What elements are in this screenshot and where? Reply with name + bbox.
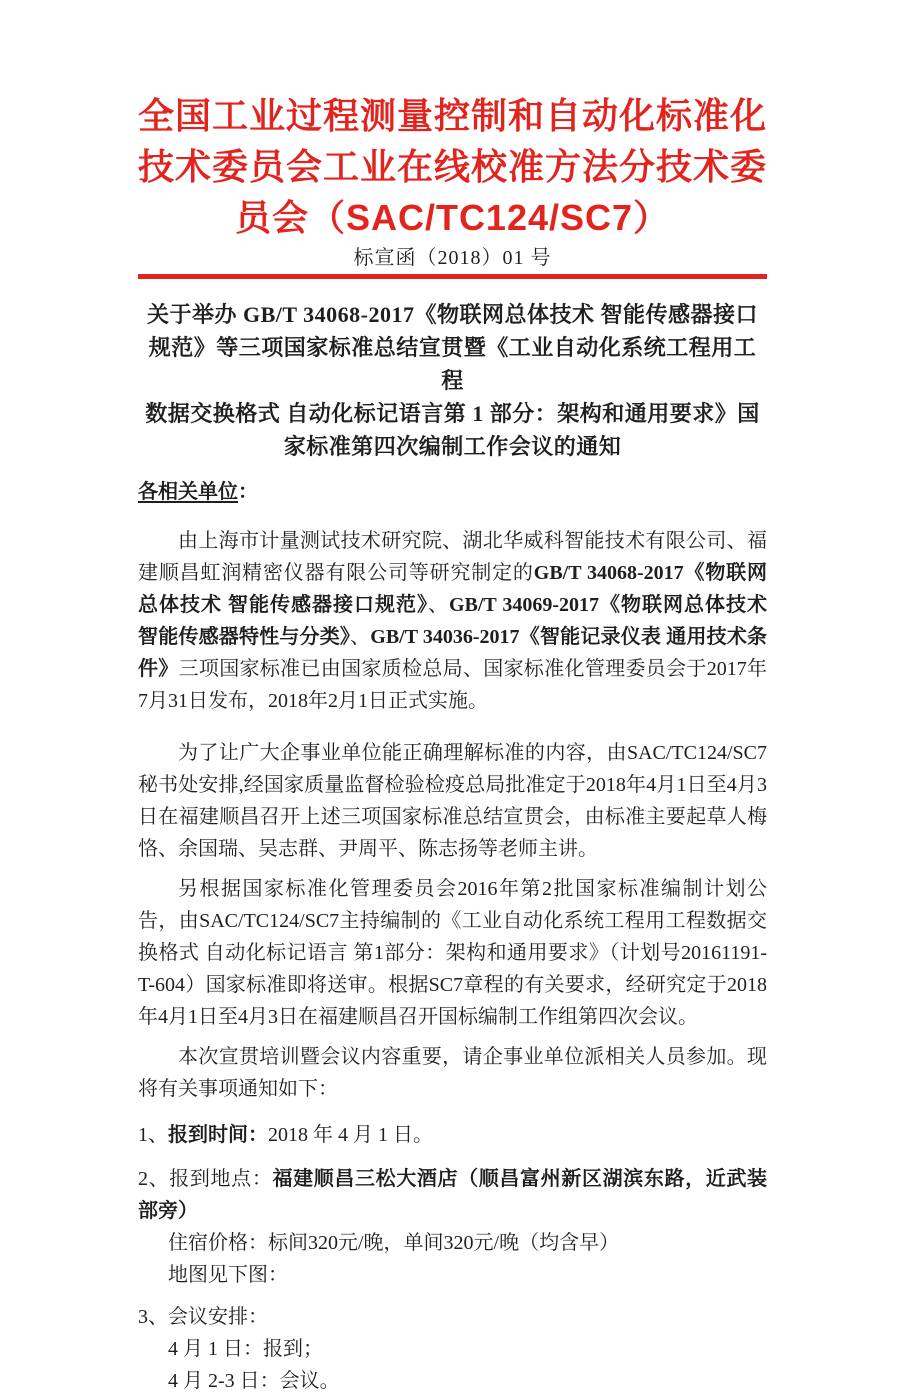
doc-number: 标宣函（2018）01 号 [353,247,552,269]
salutation-colon: ： [238,481,258,503]
item1-value: 2018 年 4 月 1 日。 [268,1124,433,1146]
item2-venue: 福建顺昌三松大酒店（顺昌富州新区湖滨东路，近武装部旁） [138,1168,768,1222]
title-line-2: 技术委员会工业在线校准方法分技术委 [138,146,768,187]
item-checkin-time [138,1119,767,1151]
salutation-text: 各相关单位 [138,481,238,503]
item2-label: 报到地点： [169,1168,273,1190]
item2-main [138,1163,767,1227]
subject-line-2: 规范》等三项国家标准总结宣贯暨《工业自动化系统工程用工程 [148,335,757,393]
standard-gbt-34068: GB/T 34068-2017《物联网总体技术 智能传感器接口规范》 [138,562,768,616]
paragraph-standards-intro [138,525,767,717]
item2-map-line: 地图见下图： [168,1264,288,1286]
item2-number: 2、 [138,1168,170,1190]
title-line-1: 全国工业过程测量控制和自动化标准化 [138,95,768,136]
document-title [138,90,767,243]
item2-price-line: 住宿价格：标间320元/晚，单间320元/晚（均含早） [168,1232,620,1254]
p1-post: 三项国家标准已由国家质检总局、国家标准化管理委员会于2017年7月31日发布，2018年2月1日正式实施。 [138,658,768,712]
p1-sep1: 、 [427,594,449,616]
standard-gbt-34069: GB/T 34069-2017《物联网总体技术 智能传感器特性与分类》 [138,594,768,648]
red-divider [138,274,767,279]
subject-line-1: 关于举办 GB/T 34068-2017《物联网总体技术 智能传感器接口 [146,302,758,327]
p1-pre: 由上海市计量测试技术研究院、湖北华威科智能技术有限公司、福建顺昌虹润精密仪器有限公司等研究制定的 [138,530,767,584]
item3-day1: 4 月 1 日：报到； [168,1338,323,1360]
item1-label: 报到时间： [168,1124,268,1146]
item3-number: 3、 [138,1306,168,1328]
paragraph-notice-lead: 本次宣贯培训暨会议内容重要，请企事业单位派相关人员参加。现将有关事项通知如下： [138,1046,767,1100]
standard-gbt-34036: GB/T 34036-2017《智能记录仪表 通用技术条件》 [138,626,768,680]
item1-number: 1、 [138,1124,168,1146]
item3-label: 会议安排： [168,1306,268,1328]
paragraph-publicity-meeting: 为了让广大企事业单位能正确理解标准的内容，由SAC/TC124/SC7秘书处安排,经国家质量监督检验检疫总局批准定于2018年4月1日至4月3日在福建顺昌召开上述三项国家标准总结宣贯会，由标准主要起草人梅恪、余国瑞、吴志群、尹周平、陈志扬等老师主讲。 [138,742,767,860]
item-meeting-schedule [138,1301,767,1397]
subject-line-4: 家标准第四次编制工作会议的通知 [283,434,622,459]
salutation [138,479,767,505]
p1-sep2: 、 [350,626,371,648]
subject-line-3: 数据交换格式 自动化标记语言第 1 部分：架构和通用要求》国 [145,401,760,426]
item3-day2: 4 月 2-3 日：会议。 [168,1370,340,1392]
paragraph-working-group: 另根据国家标准化管理委员会2016年第2批国家标准编制计划公告，由SAC/TC124/SC7主持编制的《工业自动化系统工程用工程数据交换格式 自动化标记语言 第1部分：架构和通用要求》（计划号20161191-T-604）国家标准即将送审。根据SC7章程的有关要求，经研究定于2018年4月1日至4月3日在福建顺昌召开国标编制工作组第四次会议。 [138,878,767,1028]
title-line-3: 员会（SAC/TC124/SC7） [234,197,671,238]
item-checkin-location [138,1163,767,1291]
subject-heading [138,298,767,463]
item3-main [138,1301,767,1333]
